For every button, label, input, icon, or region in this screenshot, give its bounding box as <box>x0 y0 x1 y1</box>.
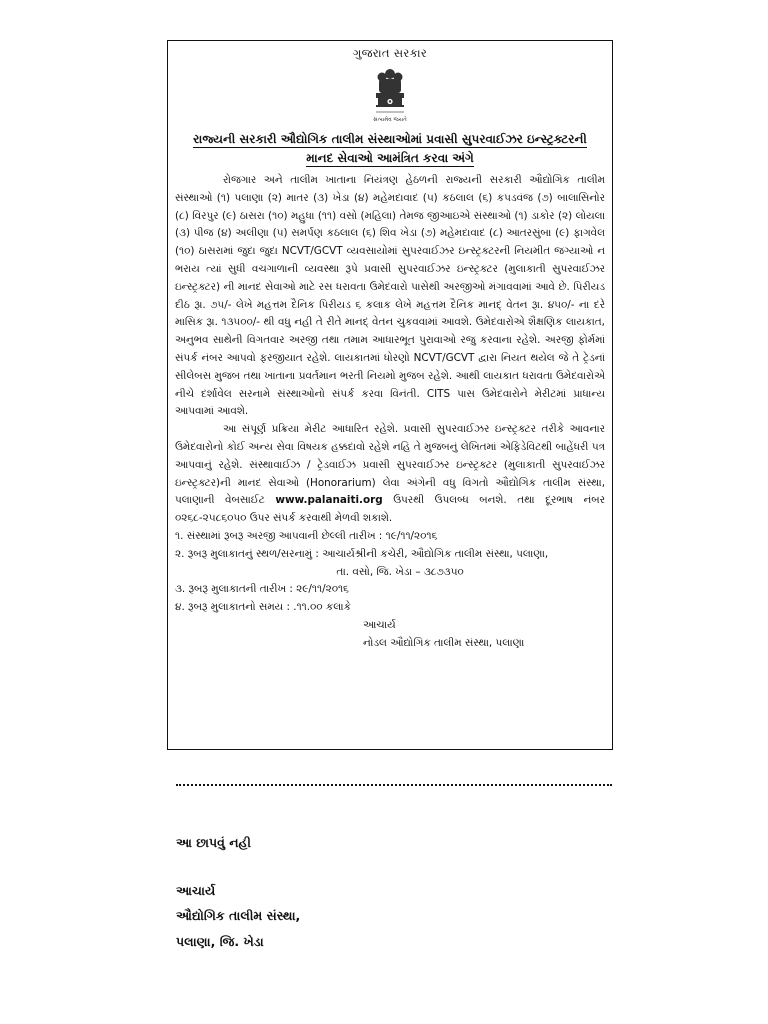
signatory-organization: નોડલ ઔદ્યોગિક તાલીમ સંસ્થા, પલાણા <box>363 636 525 649</box>
detail-interview-time: ૪. રૂબરૂ મુલાકાતનો સમય : .૧૧.૦૦ કલાકે <box>175 601 351 614</box>
paragraph-2-end: ઉપરથી ઉપલબ્ધ બનશે. તથા દૂરભાષ નંબર ૦૨૬૮-૨૫૮૬૦૫૦ ઉપર સંપર્ક કરવાથી મેળવી શકાશે. <box>175 494 605 525</box>
title-line-1: રાજ્યની સરકારી ઔદ્યોગિક તાલીમ સંસ્થાઓમાં પ્રવાસી સુપરવાઈઝર ઇન્સ્ટ્રક્ટરની <box>193 132 587 146</box>
do-not-print-note: આ છાપવું નહી <box>176 835 252 850</box>
footer-organization: ઔદ્યોગિક તાલીમ સંસ્થા, <box>176 908 301 923</box>
notice-title <box>175 130 605 168</box>
detail-venue-address: તા. વસો, જિ. ખેડા – ૩૮૭૩૫૦ <box>336 565 464 578</box>
national-emblem-icon <box>370 65 410 127</box>
advertisement-box <box>167 40 613 750</box>
detail-venue: ૨. રૂબરૂ મુલાકાતનું સ્થળ/સરનામું : આચાર્યશ્રીની કચેરી, ઔદ્યોગિક તાલીમ સંસ્થા, પલાણા, <box>175 547 549 560</box>
emblem-motto: સત્યમેવ જયતે <box>373 117 407 123</box>
title-line-2: માનદ સેવાઓ આમંત્રિત કરવા અંગે <box>306 151 474 165</box>
paragraph-2-text: આ સંપૂર્ણ પ્રક્રિયા મેરીટ આધારિત રહેશે. પ્રવાસી સુપરવાઈઝર ઇન્સ્ટ્રક્ટર તરીકે આવનાર ઉમેદવારોનો કોઈ અન્ય સેવા વિષયક હક્કદાવો રહેશે નહિ તે મુજબનું લેખિતમાં એફિડેવિટથી બાહેંધરી પત્ર આપવાનું રહેશે. સંસ્થાવાઈઝ / ટ્રેડવાઈઝ પ્રવાસી સુપરવાઈઝર ઇન્સ્ટ્રક્ટર (મુલાકાતી સુપરવાઈઝર ઇન્સ્ટ્રક્ટર)ની માનદ સેવાઓ (Honorarium) લેવા અંગેની વધુ વિગતો ઔદ્યોગિક તાલીમ સંસ્થા, પલાણાની વેબસાઈટ <box>175 423 605 507</box>
paragraph-2 <box>175 421 605 528</box>
interview-details <box>175 528 605 653</box>
footer-signatory-title: આચાર્ય <box>176 883 216 898</box>
paragraph-1: રોજગાર અને તાલીમ ખાતાના નિયંત્રણ હેઠળની રાજ્યની સરકારી ઔદ્યોગિક તાલીમ સંસ્થાઓ (૧) પલાણા (૨) માતર (૩) ખેડા (૪) મહેમદાવાદ (૫) કઠલાલ (૬) કપડવંજ (૭) બાલાસિનોર (૮) વિરપુર (૯) ઠાસરા (૧૦) મહુધા (૧૧) વસો (મહિલા) તેમજ જીઆઇએ સંસ્થાઓ (૧) ડાકોર (૨) લોયલા (૩) પીજ (૪) અલીણા (૫) સમર્પણ કઠલાલ (૬) શિવ ખેડા (૭) મહેમદાવાદ (૮) આતરસુંબા (૯) ફાગવેલ (૧૦) ઠાસરામાં જુદા જુદા NCVT/GCVT વ્યવસાયોમાં સુપરવાઈઝર ઇન્સ્ટ્રક્ટરની નિયમીત જગ્યાઓ ન ભરાય ત્યાં સુધી વચગાળાની વ્યવસ્થા રૂપે પ્રવાસી સુપરવાઈઝર ઇન્સ્ટ્રક્ટર (મુલાકાતી સુપરવાઈઝર ઇન્સ્ટ્રક્ટર) ની માનદ સેવાઓ માટે રસ ધરાવતા ઉમેદવારો પાસેથી અરજીઓ મંગાવવામાં આવે છે. પિરીયડ દીઠ રૂા. ૭૫/- લેખે મહત્તમ દૈનિક પિરીયડ ૬ કલાક લેખે મહત્તમ દૈનિક માનદ્ વેતન રૂા. ૪૫૦/- ના દરે માસિક રૂા. ૧૩૫૦૦/- થી વધુ નહી તે રીતે માનદ્ વેતન ચુકવવામાં આવશે. ઉમેદવારોએ શૈક્ષણિક લાયકાત, અનુભવ સાથેની વિગતવાર અરજી તથા તમામ આધારભૂત પુરાવાઓ રજુ કરવાના રહેશે. અરજી ફોર્મમાં સંપર્ક નંબર આપવો ફરજીયાત રહેશે. લાયકાતમાં ધોરણો NCVT/GCVT દ્વારા નિયત થયેલ જે તે ટ્રેડનાં સીલેબસ મુજબ તથા ખાતાના પ્રવર્તમાન ભરતી નિયમો મુજબ રહેશે. આથી લાયકાત ધરાવતા ઉમેદવારોએ નીચે દર્શાવેલ સરનામે સંસ્થાઓનો સંપર્ક કરવા વિનંતી. CITS પાસ ઉમેદવારોને મેરીટમાં પ્રાધાન્ય આપવામાં આવશે. <box>175 174 605 418</box>
website-link[interactable]: www.palanaiti.org <box>275 494 383 507</box>
notice-body <box>175 172 605 528</box>
government-heading: ગુજરાત સરકાર <box>352 46 428 60</box>
dotted-separator <box>176 784 612 786</box>
detail-interview-date: ૩. રૂબરૂ મુલાકાતની તારીખ : ૨૯/૧૧/૨૦૧૬ <box>175 583 349 596</box>
detail-last-date: ૧. સંસ્થામાં રૂબરૂ અરજી આપવાની છેલ્લી તારીખ : ૧૯/૧૧/૨૦૧૬ <box>175 529 438 542</box>
footer-place: પલાણા, જિ. ખેડા <box>176 934 264 949</box>
signatory-title: આચાર્ય <box>363 618 396 631</box>
